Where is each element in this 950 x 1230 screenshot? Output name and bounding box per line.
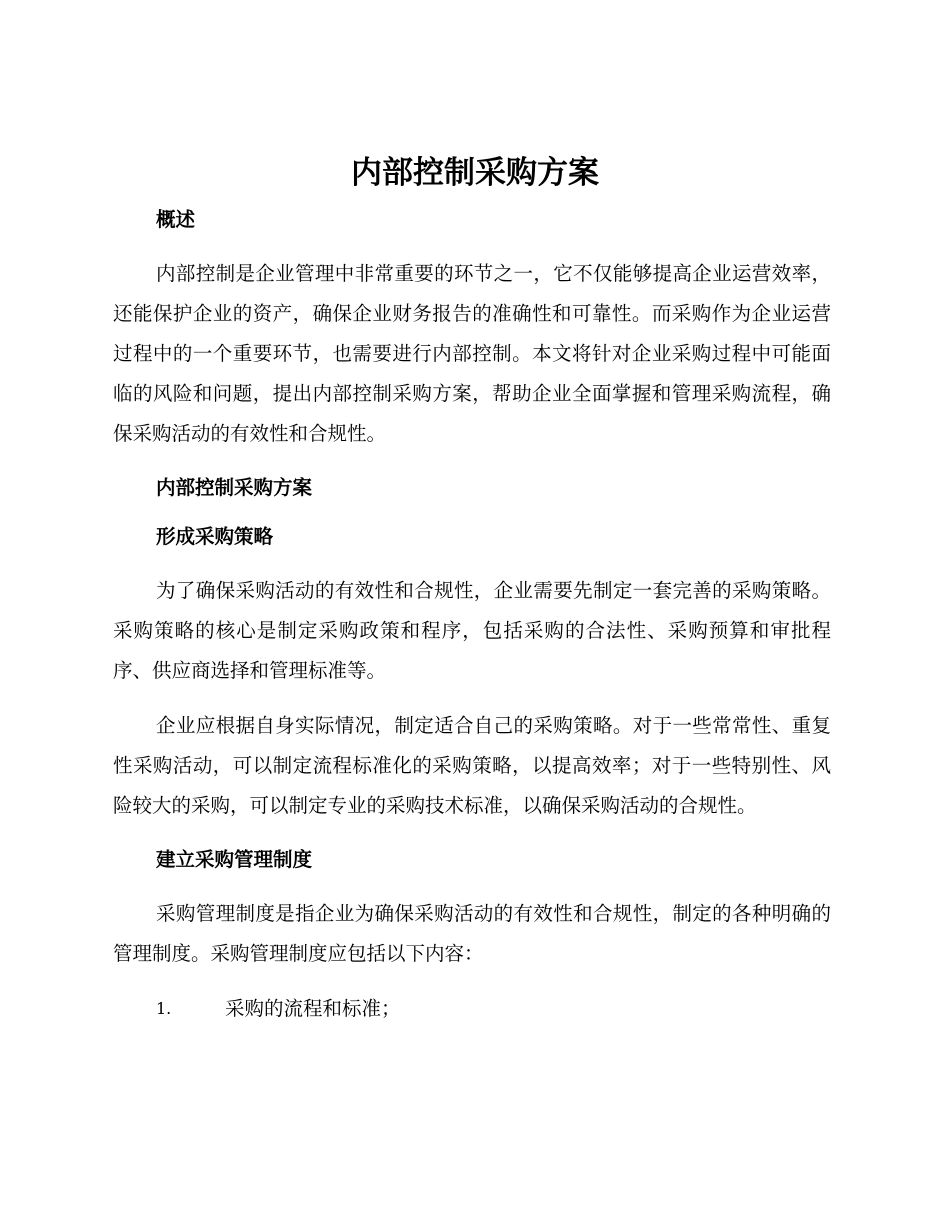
paragraph-strategy-1: 为了确保采购活动的有效性和合规性，企业需要先制定一套完善的采购策略。采购策略的核心是制定采购政策和程序，包括采购的合法性、采购预算和审批程序、供应商选择和管理标准等。 — [113, 579, 831, 682]
list-item — [113, 989, 831, 1029]
document-title: 内部控制采购方案 — [351, 155, 599, 191]
paragraph-overview: 内部控制是企业管理中非常重要的环节之一，它不仅能够提高企业运营效率，还能保护企业的资产，确保企业财务报告的准确性和可靠性。而采购作为企业运营过程中的一个重要环节，也需要进行内部控制。本文将针对企业采购过程中可能面临的风险和问题，提出内部控制采购方案，帮助企业全面掌握和管理采购流程，确保采购活动的有效性和合规性。 — [113, 262, 831, 445]
section-heading-system: 建立采购管理制度 — [156, 848, 313, 871]
paragraph-system: 采购管理制度是指企业为确保采购活动的有效性和合规性，制定的各种明确的管理制度。采购管理制度应包括以下内容： — [113, 902, 831, 965]
document-body — [113, 201, 831, 1029]
section-heading-strategy: 形成采购策略 — [156, 525, 274, 548]
list-item-text: 采购的流程和标准； — [225, 997, 401, 1020]
paragraph-strategy-2: 企业应根据自身实际情况，制定适合自己的采购策略。对于一些常常性、重复性采购活动，可以制定流程标准化的采购策略，以提高效率；对于一些特别性、风险较大的采购，可以制定专业的采购技术标准，以确保采购活动的合规性。 — [113, 714, 831, 817]
list-item-number: 1. — [156, 999, 172, 1018]
section-heading-overview: 概述 — [156, 208, 196, 231]
section-heading-plan: 内部控制采购方案 — [156, 476, 313, 499]
